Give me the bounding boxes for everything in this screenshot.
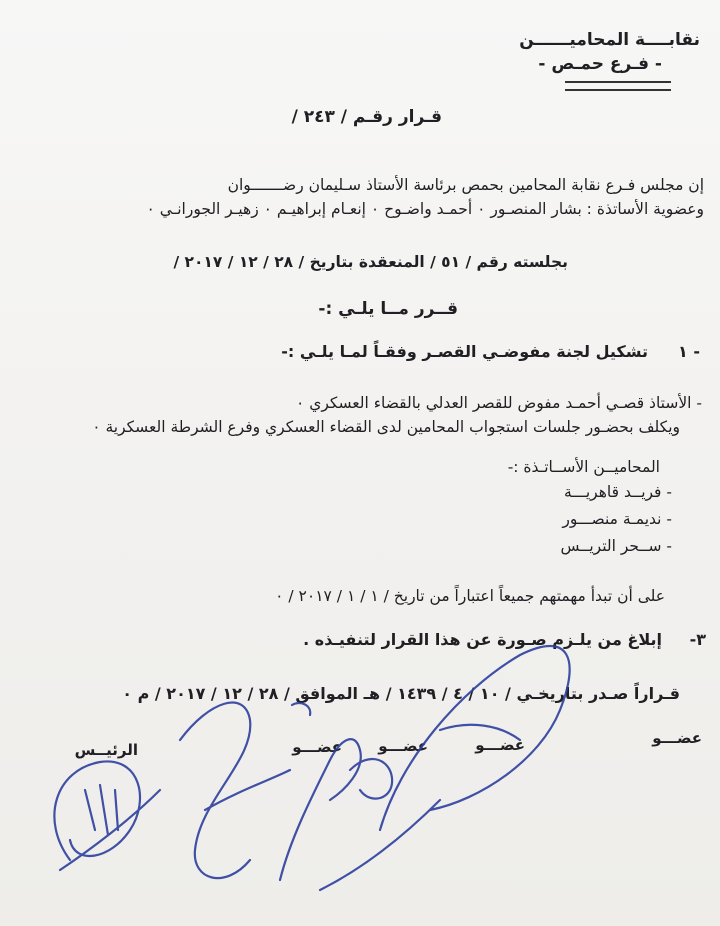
lawyer-item-1: - فريــد قاهريـــة bbox=[563, 483, 672, 501]
signature-member-4: عضـــو bbox=[292, 738, 342, 756]
item-3-text: إبلاغ من يلـزم صـورة عن هذا القرار لتنفيـذه . bbox=[303, 630, 662, 649]
issued-line: قـراراً صـدر بتاريخـي / ١٠ / ٤ / ١٤٣٩ / هـ الموافق / ٢٨ / ١٢ / ٢٠١٧ / م ٠ bbox=[122, 684, 680, 703]
org-name: نقابــــة المحاميــــــن bbox=[519, 30, 700, 50]
lawyer-item-2: - نديمـة منصـــور bbox=[562, 510, 672, 528]
signature-member-2: عضـــو bbox=[475, 736, 525, 754]
session-line: بجلسته رقم / ٥١ / المنعقدة بتاريخ / ٢٨ / ١٢ / ٢٠١٧ / bbox=[173, 253, 568, 271]
item-3-number: -٣ bbox=[689, 630, 706, 649]
decision-title: قـرار رقـم / ٢٤٣ / bbox=[291, 107, 442, 127]
item-1-line-1: - الأستاذ قصـي أحمـد مفوض للقصر العدلي بالقضاء العسكري ٠ bbox=[295, 394, 702, 412]
decided-heading: قــرر مــا يلـي :- bbox=[318, 299, 458, 319]
item-1-number: ١ - bbox=[678, 342, 700, 361]
intro-line-2: وعضوية الأساتذة : بشار المنصـور ٠ أحمـد واضـوح ٠ إنعـام إبراهيـم ٠ زهيـر الجورانـي ٠ bbox=[146, 200, 704, 218]
signature-member-3: عضـــو bbox=[378, 737, 428, 755]
item-1-title: تشكيل لجنة مفوضـي القصـر وفقـاً لمـا يلـي :- bbox=[281, 342, 648, 361]
signature-member-1: عضـــو bbox=[652, 729, 702, 747]
start-date-line: على أن تبدأ مهمتهم جميعاً اعتباراً من تاريخ / ١ / ١ / ٢٠١٧ / ٠ bbox=[275, 587, 665, 605]
lawyers-label: المحاميــن الأســاتـذة :- bbox=[507, 458, 660, 476]
branch-name: - فـرع حمـص - bbox=[538, 54, 662, 74]
signature-president: الرئيــس bbox=[74, 741, 138, 759]
intro-line-1: إن مجلس فـرع نقابة المحامين بحمص برئاسة الأستاذ سـليمان رضـــــــوان bbox=[227, 176, 704, 194]
item-1-line-2: ويكلف بحضـور جلسات استجواب المحامين لدى القضاء العسكري وفرع الشرطة العسكرية ٠ bbox=[92, 418, 680, 436]
lawyer-item-3: - ســحر التريــس bbox=[560, 537, 672, 555]
